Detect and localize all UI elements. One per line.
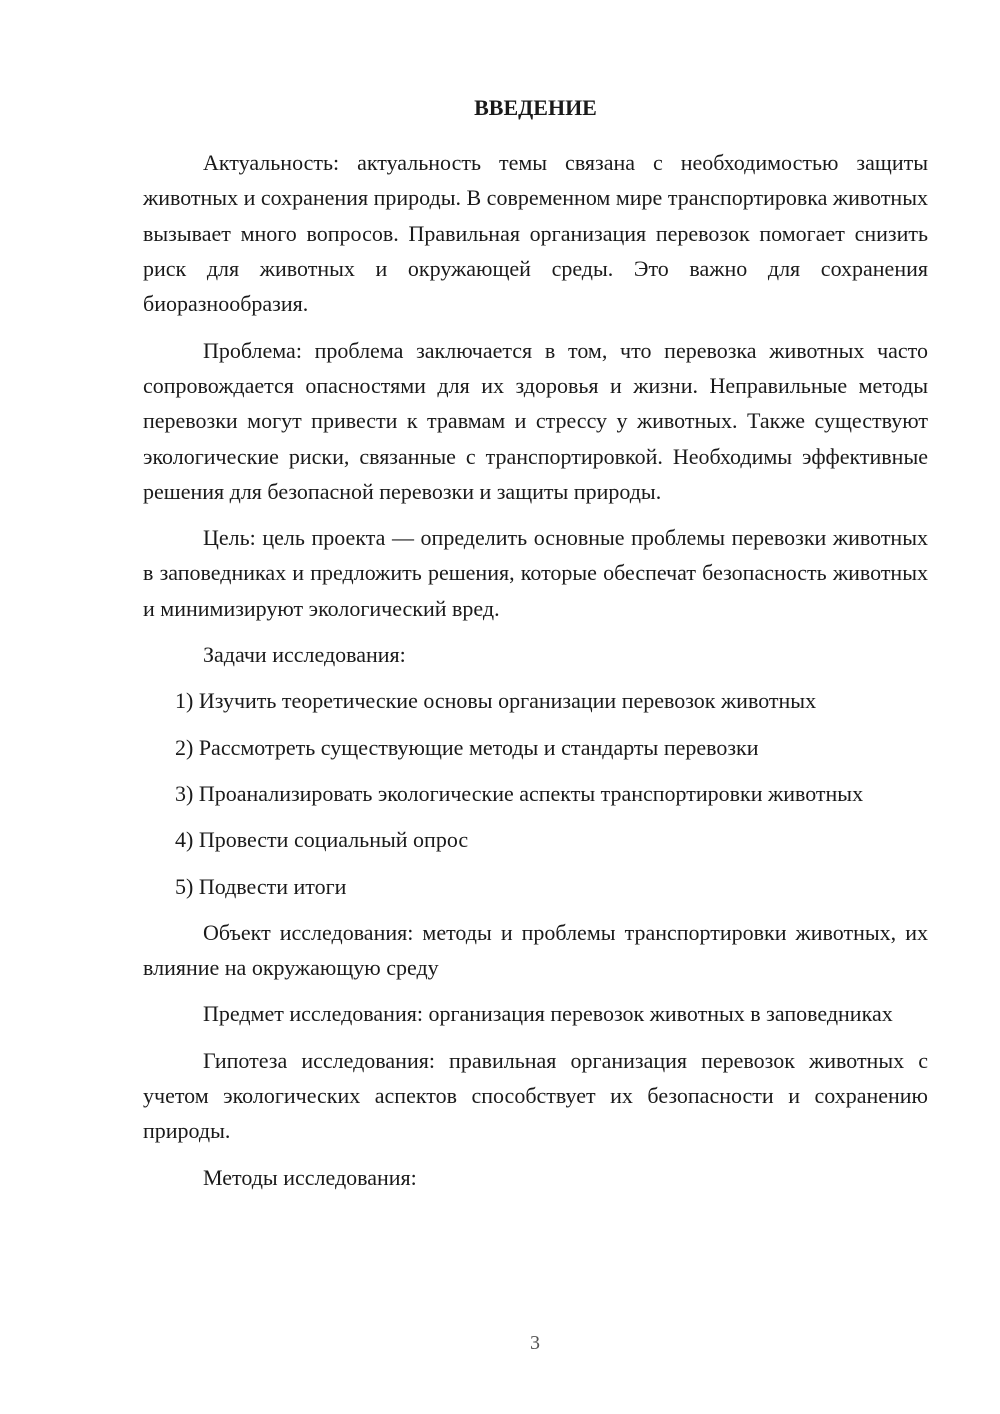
- task-item-1: 1) Изучить теоретические основы организации перевозок животных: [175, 688, 817, 714]
- page-number: 3: [530, 1332, 540, 1354]
- paragraph-methods: Методы исследования:: [203, 1164, 417, 1190]
- task-item-2: 2) Рассмотреть существующие методы и стандарты перевозки: [175, 734, 759, 760]
- section-title: ВВЕДЕНИЕ: [474, 95, 597, 120]
- paragraph-object: Объект исследования: методы и проблемы транспортировки животных, их влияние на окружающую среду: [143, 919, 928, 981]
- task-item-4: 4) Провести социальный опрос: [175, 827, 469, 853]
- task-item-5: 5) Подвести итоги: [175, 873, 347, 899]
- paragraph-goal: Цель: цель проекта — определить основные проблемы перевозки животных в заповедниках и предложить решения, которые обеспечат безопасность животных и минимизируют экологический вред.: [143, 525, 928, 621]
- paragraph-tasks-heading: Задачи исследования:: [203, 642, 406, 668]
- paragraph-hypothesis: Гипотеза исследования: правильная организация перевозок животных с учетом экологических аспектов способствует их безопасности и сохранению природы.: [143, 1047, 928, 1144]
- paragraph-subject: Предмет исследования: организация перевозок животных в заповедниках: [203, 1001, 893, 1027]
- task-item-3: 3) Проанализировать экологические аспекты транспортировки животных: [175, 780, 864, 806]
- paragraph-relevance: Актуальность: актуальность темы связана с необходимостью защиты животных и сохранения природы. В современном мире транспортировка животных вызывает много вопросов. Правильная организация перевозок помогает снизить риск для животных и окружающей среды. Это важно для сохранения биоразнообразия.: [143, 150, 928, 317]
- paragraph-problem: Проблема: проблема заключается в том, что перевозка животных часто сопровождается опасностями для их здоровья и жизни. Неправильные методы перевозки могут привести к травмам и стрессу у животных. Также существуют экологические риски, связанные с транспортировкой. Необходимы эффективные решения для безопасной перевозки и защиты природы.: [143, 337, 928, 504]
- page-content: [143, 90, 928, 1206]
